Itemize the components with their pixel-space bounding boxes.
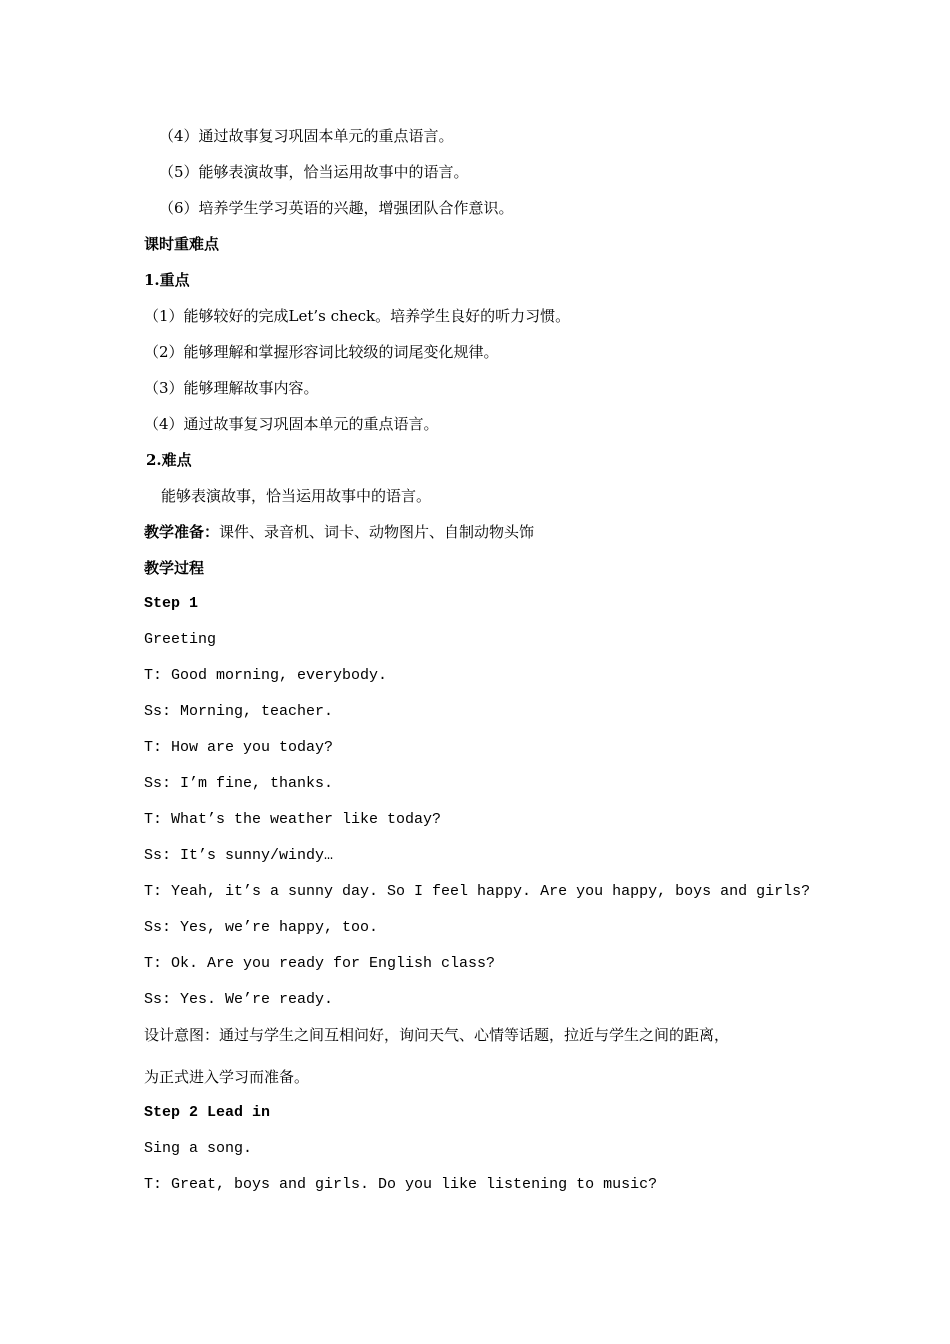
dialogue-line: T: Great, boys and girls. Do you like listening to music? [144,1176,658,1193]
key-point-item: （4）通过故事复习巩固本单元的重点语言。 [144,415,439,433]
design-intent-line: 为正式进入学习而准备。 [144,1068,310,1086]
step2-subtitle: Sing a song. [144,1140,253,1157]
dialogue-line: T: What’s the weather like today? [144,811,442,828]
dialogue-line: Ss: Morning, teacher. [144,703,334,720]
objective-item: （4）通过故事复习巩固本单元的重点语言。 [159,127,454,145]
objective-item: （6）培养学生学习英语的兴趣，增强团队合作意识。 [159,199,514,217]
preparation-text: 课件、录音机、词卡、动物图片、自制动物头饰 [219,523,535,541]
process-heading: 教学过程 [144,559,205,577]
step1-heading: Step 1 [144,595,199,612]
preparation-line [144,522,534,542]
dialogue-line: Ss: It’s sunny/windy… [144,847,334,864]
key-points-heading: 1.重点 [144,271,190,289]
design-intent-line: 设计意图：通过与学生之间互相问好，询问天气、心情等话题，拉近与学生之间的距离， [144,1026,730,1044]
key-point-item: （2）能够理解和掌握形容词比较级的词尾变化规律。 [144,343,499,361]
section-heading-key-difficult: 课时重难点 [144,235,220,253]
difficult-points-heading: 2.难点 [146,451,192,469]
dialogue-line: T: Ok. Are you ready for English class? [144,955,496,972]
step2-heading: Step 2 Lead in [144,1104,271,1121]
dialogue-line: T: Good morning, everybody. [144,667,388,684]
objective-item: （5）能够表演故事，恰当运用故事中的语言。 [159,163,469,181]
preparation-label: 教学准备： [144,523,220,541]
dialogue-line: T: Yeah, it’s a sunny day. So I feel happy. Are you happy, boys and girls? [144,883,811,900]
key-point-item: （3）能够理解故事内容。 [144,379,319,397]
dialogue-line: T: How are you today? [144,739,334,756]
dialogue-line: Ss: I’m fine, thanks. [144,775,334,792]
difficult-point-text: 能够表演故事，恰当运用故事中的语言。 [161,487,432,505]
dialogue-line: Ss: Yes. We’re ready. [144,991,334,1008]
dialogue-line: Ss: Yes, we’re happy, too. [144,919,379,936]
step1-subtitle: Greeting [144,631,217,648]
key-point-item: （1）能够较好的完成Let’s check。培养学生良好的听力习惯。 [144,307,571,325]
